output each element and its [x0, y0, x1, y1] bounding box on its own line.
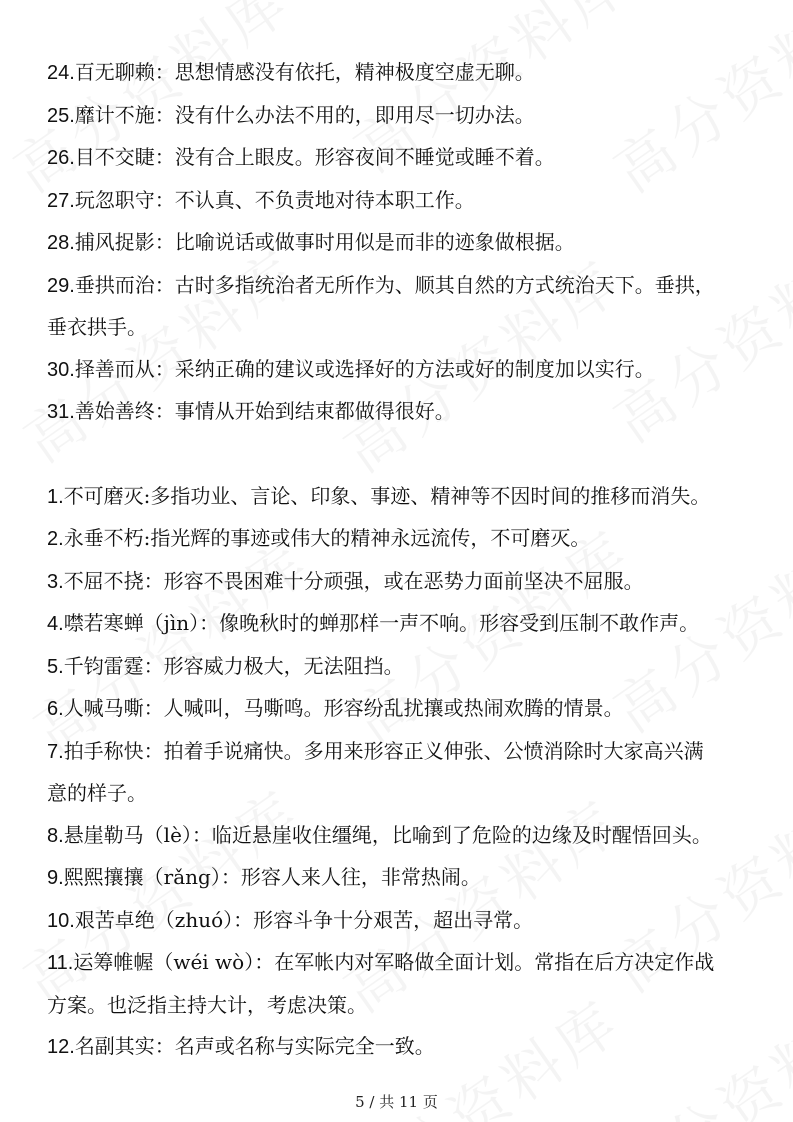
- page-number: 5 / 共 11 页: [355, 1093, 438, 1111]
- list-item: [47, 688, 752, 731]
- item-text: 千钧雷霆：形容威力极大，无法阻挡。: [63, 653, 404, 678]
- list-item: [47, 1026, 752, 1069]
- item-text-continuation: 方案。也泛指主持大计，考虑决策。: [47, 992, 367, 1017]
- item-text: 熙熙攘攘（rǎng）：形容人来人往，非常热闹。: [63, 865, 481, 889]
- item-text: 捕风捉影：比喻说话或做事时用似是而非的迹象做根据。: [74, 230, 575, 254]
- item-text-continuation: 垂衣拱手。: [47, 315, 147, 339]
- item-number: 9.: [47, 867, 64, 889]
- item-text: 择善而从：采纳正确的建议或选择好的方法或好的制度加以实行。: [74, 356, 655, 381]
- item-number: 10.: [47, 909, 75, 932]
- item-number: 5.: [47, 655, 64, 678]
- item-text: 垂拱而治：古时多指统治者无所作为、顺其自然的方式统治天下。垂拱，: [74, 272, 715, 297]
- item-text: 玩忽职守：不认真、不负责地对待本职工作。: [74, 187, 475, 212]
- item-text-continuation: 意的样子。: [47, 781, 147, 805]
- list-item: [47, 137, 752, 180]
- item-text: 永垂不朽:指光辉的事迹或伟大的精神永远流传，不可磨灭。: [63, 526, 591, 550]
- item-text: 运筹帷幄（wéi wò）：在军帐内对军略做全面计划。常指在后方决定作战: [73, 950, 715, 974]
- item-text: 人喊马嘶：人喊叫，马嘶鸣。形容纷乱扰攘或热闹欢腾的情景。: [63, 696, 624, 720]
- item-number: 29.: [47, 274, 75, 297]
- item-number: 28.: [47, 232, 75, 254]
- list-item: [47, 518, 752, 561]
- list-item: [47, 603, 752, 646]
- list-item: [47, 900, 752, 943]
- item-number: 11.: [47, 952, 74, 974]
- item-text: 名副其实：名声或名称与实际完全一致。: [74, 1034, 435, 1058]
- item-text: 艰苦卓绝（zhuó）：形容斗争十分艰苦，超出寻常。: [74, 907, 534, 932]
- item-text: 不可磨灭:多指功业、言论、印象、事迹、精神等不因时间的推移而消失。: [63, 483, 711, 508]
- idiom-list-new: [47, 476, 752, 1069]
- list-item: [47, 476, 752, 519]
- idiom-list-continued: [47, 52, 752, 434]
- item-number: 27.: [47, 189, 75, 212]
- item-text: 靡计不施：没有什么办法不用的，即用尽一切办法。: [74, 102, 535, 127]
- list-item: [47, 731, 752, 815]
- item-number: 1.: [47, 485, 64, 508]
- item-number: 7.: [47, 740, 64, 763]
- list-item: [47, 95, 752, 138]
- list-item: [47, 942, 752, 1026]
- item-number: 31.: [47, 401, 75, 423]
- list-item: [47, 646, 752, 689]
- item-text: 目不交睫：没有合上眼皮。形容夜间不睡觉或睡不着。: [74, 145, 555, 169]
- document-body: [47, 52, 752, 1069]
- item-number: 4.: [47, 613, 64, 635]
- list-item: [47, 349, 752, 392]
- item-text: 不屈不挠：形容不畏困难十分顽强，或在恶势力面前坚决不屈服。: [63, 568, 644, 593]
- list-item: [47, 52, 752, 95]
- list-item: [47, 180, 752, 223]
- item-text: 百无聊赖：思想情感没有依托，精神极度空虚无聊。: [74, 60, 535, 84]
- item-text: 善始善终：事情从开始到结束都做得很好。: [74, 399, 455, 423]
- list-item: [47, 222, 752, 265]
- list-item: [47, 265, 752, 349]
- item-number: 26.: [47, 147, 75, 169]
- item-number: 6.: [47, 698, 64, 720]
- item-number: 8.: [47, 824, 64, 847]
- item-text: 悬崖勒马（lè）：临近悬崖收住缰绳，比喻到了危险的边缘及时醒悟回头。: [63, 822, 712, 847]
- item-text: 噤若寒蝉（jìn）：像晚秋时的蝉那样一声不响。形容受到压制不敢作声。: [63, 611, 700, 635]
- item-text: 拍手称快：拍着手说痛快。多用来形容正义伸张、公愤消除时大家高兴满: [63, 738, 704, 763]
- item-number: 30.: [47, 358, 75, 381]
- section-spacer: [47, 434, 752, 476]
- item-number: 12.: [47, 1036, 75, 1058]
- list-item: [47, 857, 752, 900]
- item-number: 25.: [47, 104, 75, 127]
- item-number: 2.: [47, 528, 64, 550]
- list-item: [47, 391, 752, 434]
- list-item: [47, 815, 752, 858]
- list-item: [47, 561, 752, 604]
- item-number: 24.: [47, 62, 75, 84]
- item-number: 3.: [47, 570, 64, 593]
